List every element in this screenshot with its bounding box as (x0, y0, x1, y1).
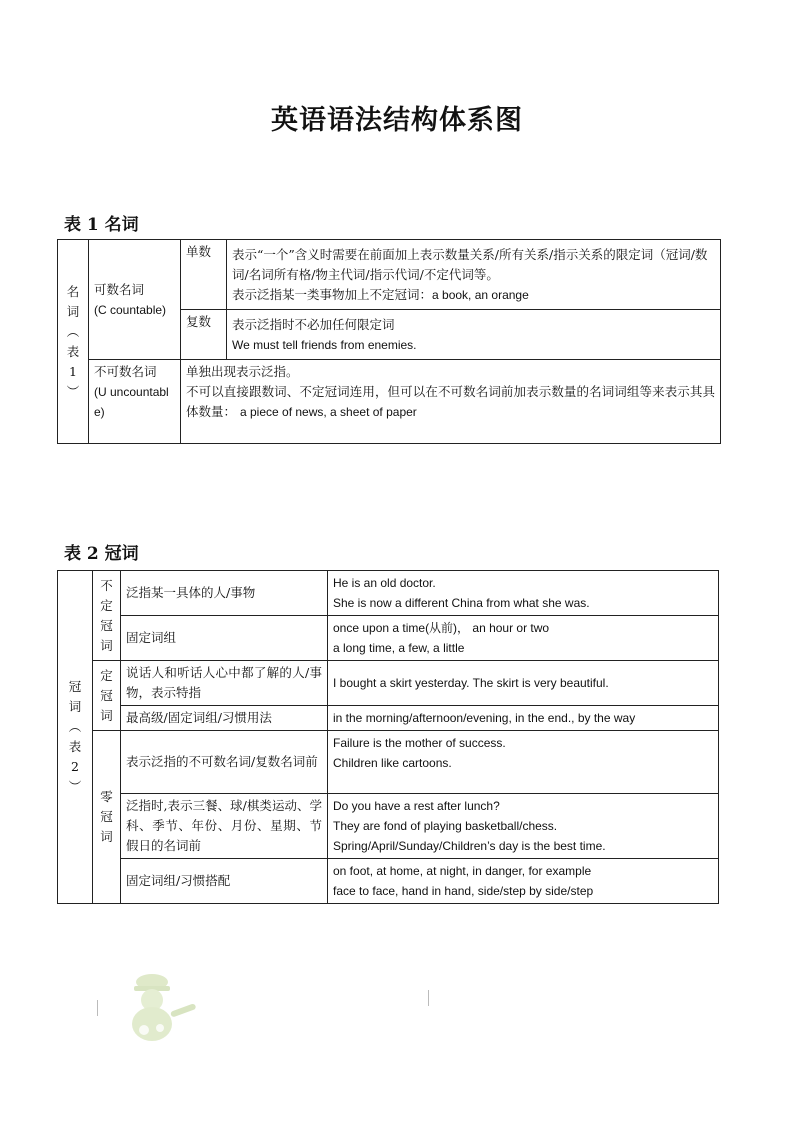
example-line: Children like cartoons. (333, 756, 452, 770)
example-line: in the morning/afternoon/evening, in the end., by the way (333, 711, 636, 725)
usage-cell: 固定词组 (121, 616, 328, 661)
side-char: 词 (68, 699, 82, 714)
example-line: Do you have a rest after lunch? (333, 799, 500, 813)
plural-label: 复数 (181, 310, 227, 360)
example-line: Failure is the mother of success. (333, 736, 506, 750)
label-char: 词 (100, 829, 113, 844)
example-line: once upon a time(从前)， an hour or two (333, 621, 550, 635)
usage-cell: 说话人和听话人心中都了解的人/事物，表示特指 (121, 661, 328, 706)
uncountable-example: a piece of news, a sheet of paper (240, 405, 417, 419)
countable-noun-cell (89, 240, 181, 360)
table1-heading: 表 1 名词 (64, 215, 139, 235)
side-char: 词 (66, 303, 80, 319)
margin-tick (97, 1000, 98, 1016)
uncountable-label: 不可数名词 (94, 364, 157, 379)
label-char: 词 (100, 637, 113, 653)
zero-article-label (93, 731, 121, 904)
example-cell (328, 731, 719, 794)
side-char: ︶ (68, 779, 82, 794)
usage-cell: 泛指某一具体的人/事物 (121, 571, 328, 616)
uncountable-text1: 单独出现表示泛指。 (186, 364, 299, 379)
example-cell (328, 661, 719, 706)
singular-text: 表示“一个”含义时需要在前面加上表示数量关系/所有关系/指示关系的限定词（冠词/数词/名词所有格/物主代词/指示代词/不定代词等。 (232, 246, 708, 282)
usage-cell: 最高级/固定词组/习惯用法 (121, 706, 328, 731)
label-char: 定 (100, 597, 113, 613)
example-cell (328, 859, 719, 904)
example-line: Spring/April/Sunday/Children’s day is the best time. (333, 839, 606, 853)
noun-table (57, 239, 721, 444)
watermark-logo-icon (122, 968, 202, 1048)
side-char: 表 (68, 739, 82, 754)
plural-example: We must tell friends from enemies. (232, 337, 417, 352)
singular-text2: 表示泛指某一类事物加上不定冠词： (232, 286, 433, 302)
example-line: She is now a different China from what she was. (333, 596, 590, 610)
plural-text: 表示泛指时不必加任何限定词 (232, 316, 395, 332)
article-side-label (58, 571, 93, 904)
countable-label: 可数名词 (94, 281, 145, 297)
countable-en: (C countable) (94, 302, 167, 317)
label-char: 冠 (100, 617, 113, 633)
label-char: 冠 (100, 809, 113, 824)
label-char: 冠 (100, 687, 113, 703)
example-cell (328, 794, 719, 859)
label-char: 零 (100, 789, 113, 804)
uncountable-en: (U uncountable) (94, 385, 169, 419)
side-char: ︵ (66, 323, 80, 339)
label-char: 词 (100, 707, 113, 723)
example-line: a long time, a few, a little (333, 641, 465, 655)
usage-cell: 固定词组/习惯搭配 (121, 859, 328, 904)
example-line: I bought a skirt yesterday. The skirt is very beautiful. (333, 676, 609, 690)
example-cell (328, 616, 719, 661)
side-char: 名 (66, 283, 80, 299)
indefinite-article-label (93, 571, 121, 661)
singular-desc (227, 240, 721, 310)
definite-article-label (93, 661, 121, 731)
plural-desc (227, 310, 721, 360)
singular-label: 单数 (181, 240, 227, 310)
singular-example: a book, an orange (432, 287, 529, 302)
article-table (57, 570, 719, 904)
uncountable-text2: 不可以直接跟数词、不定冠词连用，但可以在不可数名词前加表示数量的名词词组等来表示其具体数量： (186, 384, 715, 419)
example-cell (328, 571, 719, 616)
side-char: 2 (71, 759, 79, 774)
noun-side-label (58, 240, 89, 444)
label-char: 不 (100, 577, 113, 593)
side-char: ︵ (68, 719, 82, 734)
singular-text2-line (232, 285, 715, 305)
example-cell (328, 706, 719, 731)
side-char: ︶ (66, 383, 80, 399)
table2-heading: 表 2 冠词 (64, 544, 139, 564)
usage-cell: 表示泛指的不可数名词/复数名词前 (121, 731, 328, 794)
page-title: 英语语法结构体系图 (271, 105, 523, 136)
example-line: on foot, at home, at night, in danger, for example (333, 864, 592, 878)
margin-tick (428, 990, 429, 1006)
example-line: He is an old doctor. (333, 576, 436, 590)
uncountable-desc (181, 360, 721, 444)
side-char: 冠 (68, 679, 82, 694)
side-char: 1 (69, 363, 77, 379)
usage-cell: 泛指时,表示三餐、球/棋类运动、学科、季节、年份、月份、星期、节假日的名词前 (121, 794, 328, 859)
example-line: face to face, hand in hand, side/step by side/step (333, 884, 594, 898)
example-line: They are fond of playing basketball/chess. (333, 819, 558, 833)
label-char: 定 (100, 667, 113, 683)
uncountable-noun-cell (89, 360, 181, 444)
side-char: 表 (66, 343, 80, 359)
